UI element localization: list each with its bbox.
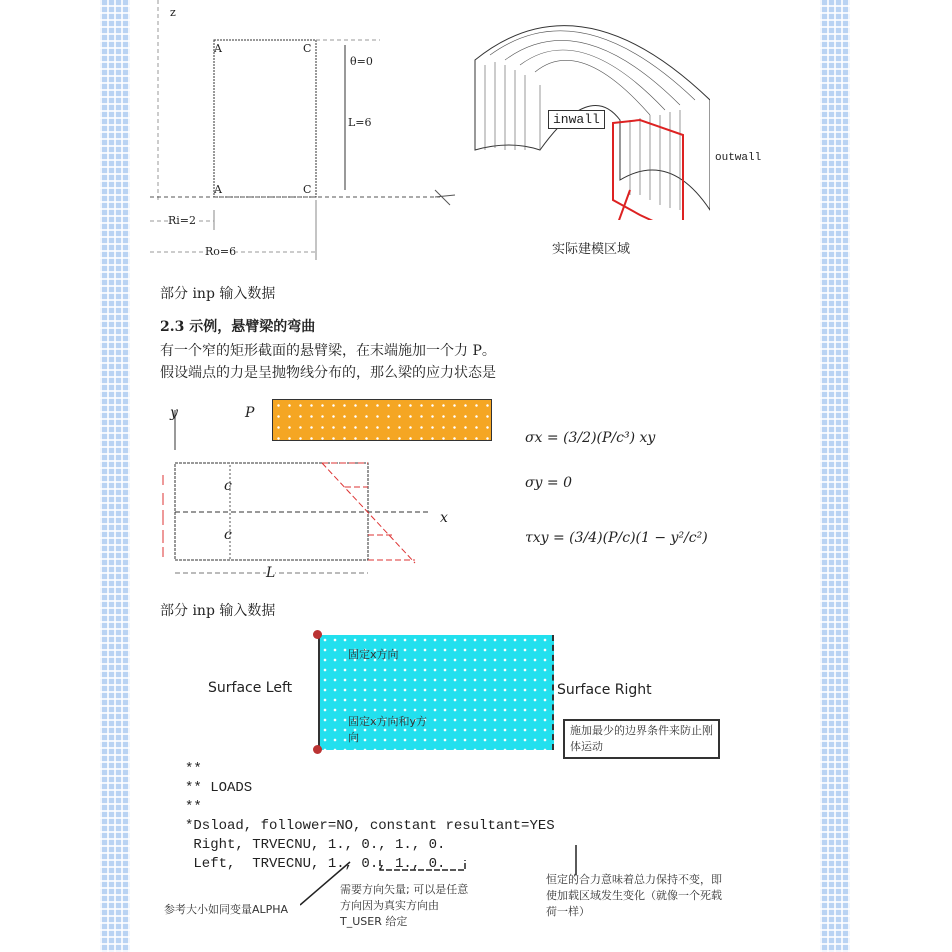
fixed-node-bottom <box>313 745 322 754</box>
code-line: ** LOADS <box>185 780 253 796</box>
length-l-label: L <box>266 565 276 581</box>
code-line: ** <box>185 799 202 815</box>
section-heading: 2.3 示例，悬臂梁的弯曲 <box>160 319 316 335</box>
paragraph-line-1: 有一个窄的矩形截面的悬臂梁，在末端施加一个力 P。 <box>160 343 496 359</box>
code-line: ** <box>185 761 202 777</box>
surface-left-label: Surface Left <box>208 680 293 696</box>
paragraph-line-2: 假设端点的力是呈抛物线分布的，那么梁的应力状态是 <box>160 365 496 381</box>
c-bottom-label: c <box>224 527 232 543</box>
section-caption-1: 部分 inp 输入数据 <box>160 286 276 302</box>
equation-tau-xy: τxy = (3/4)(P/c)(1 − y²/c²) <box>525 530 708 546</box>
corner-c-bottom: C <box>303 183 312 196</box>
corner-a-bottom: A <box>214 183 222 196</box>
corner-c-top: C <box>303 42 312 55</box>
equation-sigma-x: σx = (3/2)(P/c³) xy <box>525 430 656 446</box>
z-axis-label: z <box>170 6 176 19</box>
direction-annotation: 需要方向矢量; 可以是任意方向因为真实方向由 T_USER 给定 <box>340 883 469 928</box>
code-line: Left, TRVECNU, 1., 0., 1., 0. <box>185 856 446 872</box>
y-axis-label: y <box>170 405 178 421</box>
geometry-sketch <box>150 0 470 270</box>
outer-radius-label: Ro=6 <box>205 245 237 258</box>
fix-x-label: 固定x方向 <box>348 648 399 661</box>
fix-xy-label: 固定x方向和y方向 <box>348 715 428 744</box>
code-line: *Dsload, follower=NO, constant resultant=YES <box>185 818 555 834</box>
boundary-note-box: 施加最少的边界条件来防止刚体运动 <box>563 719 720 759</box>
right-page-border <box>820 0 850 952</box>
resultant-annotation: 恒定的合力意味着总力保持不变，即使加载区域发生变化（就像一个死载荷一样） <box>546 873 722 918</box>
length-label: L=6 <box>348 116 372 129</box>
corner-a-top: A <box>214 42 222 55</box>
x-axis-label: x <box>440 510 448 526</box>
inwall-label: inwall <box>548 110 605 129</box>
theta-label: θ=0 <box>350 55 373 68</box>
model-region-label: 实际建模区域 <box>552 242 631 257</box>
fixed-node-top <box>313 630 322 639</box>
c-top-label: c <box>224 478 232 494</box>
beam-stress-sketch <box>150 395 480 590</box>
code-line: Right, TRVECNU, 1., 0., 1., 0. <box>185 837 446 853</box>
section-caption-2: 部分 inp 输入数据 <box>160 603 276 619</box>
equation-sigma-y: σy = 0 <box>525 475 573 491</box>
surface-right-label: Surface Right <box>557 682 652 698</box>
inner-radius-label: Ri=2 <box>168 214 197 227</box>
left-page-border <box>100 0 130 952</box>
alpha-annotation: 参考大小如同变量ALPHA <box>164 903 289 916</box>
outwall-label: outwall <box>715 152 762 164</box>
force-p-label: P <box>245 405 255 421</box>
